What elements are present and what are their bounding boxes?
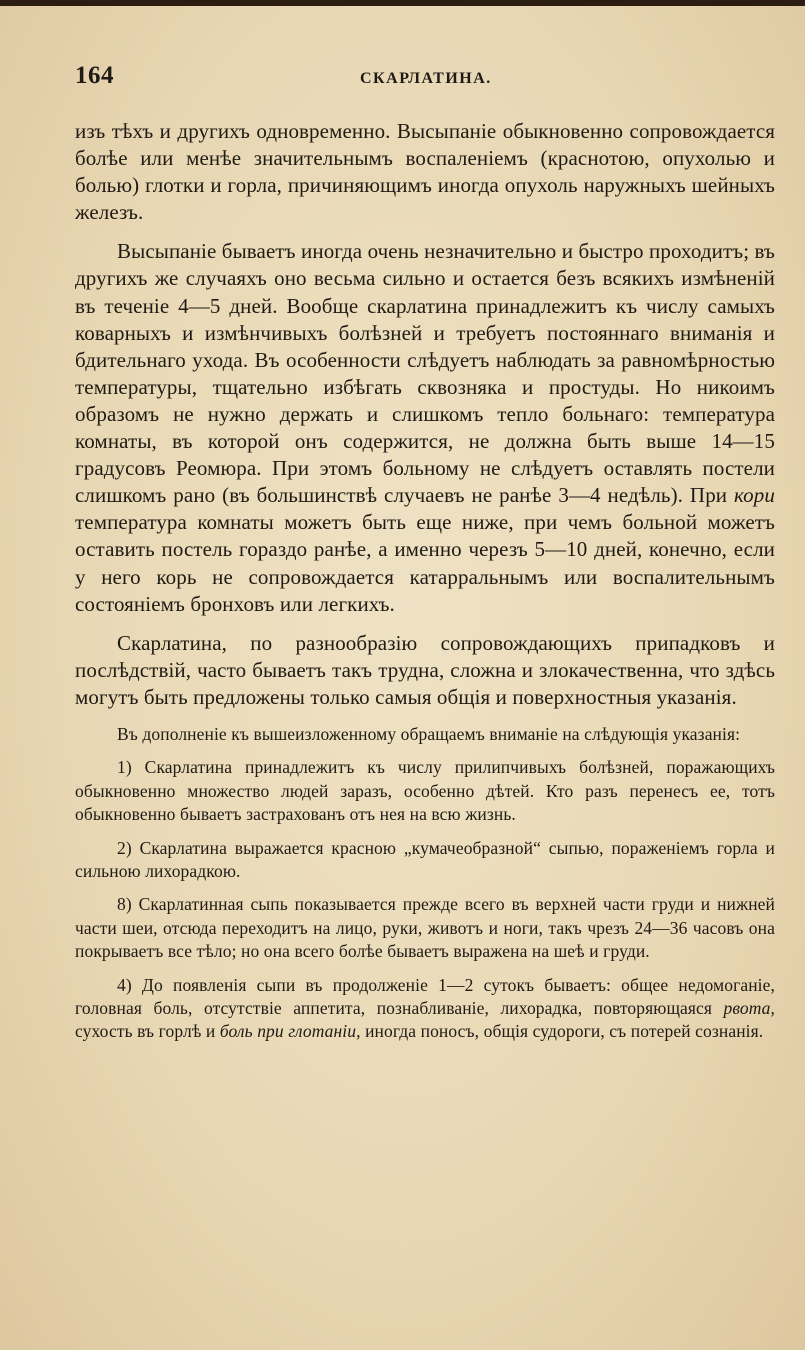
page-top-edge [0,0,805,6]
list-item-4: 4) До появленія сыпи въ продолженіе 1—2 сутокъ бываетъ: общее недомоганіе, головная боль, отсутствіе аппетита, познабливаніе, лихорадка, повторяющаяся рвота, сухость въ горлѣ и боль при глотаніи, иногда поносъ, общія судороги, съ потерей сознанія. [75,974,775,1042]
page-number: 164 [75,62,114,89]
body-text [75,118,775,1054]
running-title: СКАРЛАТИНА. [360,70,492,87]
italic-term: рвота, [723,998,775,1019]
paragraph-1: изъ тѣхъ и другихъ одновременно. Высыпаніе обыкновенно сопровождается болѣе или менѣе значительнымъ воспаленіемъ (краснотою, опухолью и болью) глотки и горла, причиняющимъ иногда опухоль наружныхъ шейныхъ железъ. [75,119,775,225]
paragraph-2: Высыпаніе бываетъ иногда очень незначительно и быстро проходитъ; въ другихъ же случаяхъ оно весьма сильно и остается безъ всякихъ измѣненій въ теченіе 4—5 дней. Вообще скарлатина принадлежитъ къ числу самыхъ коварныхъ и измѣнчивыхъ болѣзней и требуетъ постояннаго вниманія и бдительнаго ухода. Въ особенности слѣдуетъ наблюдать за равномѣрностью температуры, тщательно избѣгать сквозняка и простуды. Но никоимъ образомъ не нужно держать и слишкомъ тепло больнаго: температура комнаты, въ которой онъ содержится, не должна быть выше 14—15 градусовъ Реомюра. При этомъ больному не слѣдуетъ оставлять постели слишкомъ рано (въ большинствѣ случаевъ не ранѣе 3—4 недѣль). При кори температура комнаты можетъ быть еще ниже, при чемъ больной можетъ оставить постель гораздо ранѣе, а именно черезъ 5—10 дней, конечно, если у него корь не сопровождается катарральнымъ или воспалительнымъ состояніемъ бронховъ или легкихъ. [75,239,775,616]
list-item-2: 2) Скарлатина выражается красною „кумачеобразной“ сыпью, пораженіемъ горла и сильною лихорадкою. [75,837,775,881]
paragraph-3: Скарлатина, по разнообразію сопровождающихъ припадковъ и послѣдствій, часто бываетъ такъ трудна, сложна и злокачественна, что здѣсь могутъ быть предложены только самыя общія и поверхностныя указанія. [75,630,775,709]
page-header [75,62,730,96]
list-item-3: 8) Скарлатинная сыпь показывается прежде всего въ верхней части груди и нижней части шеи, отсюда переходитъ на лицо, руки, животъ и ноги, такъ чрезъ 24—36 часовъ она покрываетъ все тѣло; но она всего болѣе бываетъ выражена на шеѣ и груди. [75,894,775,962]
italic-term: боль при глотаніи, [219,1021,361,1042]
small-paragraph-intro: Въ дополненіе къ вышеизложенному обращаемъ вниманіе на слѣдующія указанія: [117,723,741,744]
italic-term: кори [734,483,775,508]
list-item-1: 1) Скарлатина принадлежитъ къ числу прилипчивыхъ болѣзней, поражающихъ обыкновенно множество людей заразъ, особенно дѣтей. Кто разъ перенесъ ее, тотъ обыкновенно бываетъ застрахованъ отъ нея на всю жизнь. [75,757,775,825]
